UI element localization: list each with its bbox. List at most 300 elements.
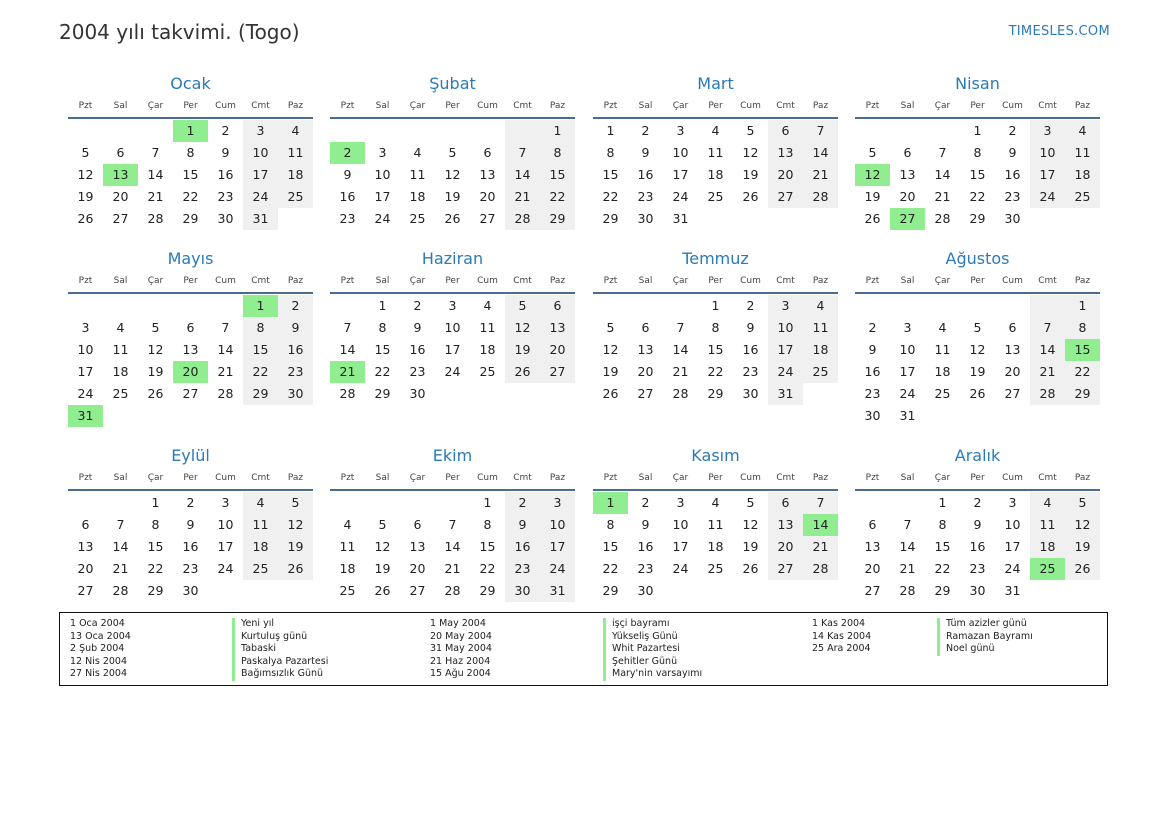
day-cell: 19 (969, 364, 986, 379)
holiday-date: 31 May 2004 (430, 643, 492, 654)
day-cell: 31 (68, 405, 103, 427)
holiday-date: 2 Şub 2004 (70, 643, 125, 654)
day-cell: 22 (479, 561, 496, 576)
day-cell: 22 (374, 364, 391, 379)
day-cell: 12 (855, 164, 890, 186)
month-block (330, 445, 575, 602)
empty-cell (435, 383, 470, 405)
day-cell: 19 (444, 189, 461, 204)
day-cell: 3 (768, 295, 803, 317)
day-cell: 28 (339, 386, 356, 401)
day-cell: 11 (112, 342, 129, 357)
day-cell: 15 (969, 167, 986, 182)
day-cell: 27 (1004, 386, 1021, 401)
day-cell: 25 (278, 186, 313, 208)
day-cell: 15 (1065, 339, 1100, 361)
day-cell: 7 (116, 517, 125, 532)
weekday-label: Cum (1002, 473, 1023, 483)
day-cell: 3 (676, 495, 685, 510)
day-cell: 12 (444, 167, 461, 182)
empty-cell (208, 580, 243, 602)
day-cell: 19 (742, 167, 759, 182)
empty-cell (365, 492, 400, 514)
empty-cell (925, 295, 960, 317)
day-cell: 29 (969, 211, 986, 226)
weekday-label: Pzt (340, 276, 355, 286)
day-cell: 16 (742, 342, 759, 357)
site-link[interactable]: TIMESLES.COM (1008, 24, 1110, 39)
weekday-label: Sal (113, 101, 128, 111)
day-cell: 8 (540, 142, 575, 164)
day-cell: 17 (374, 189, 391, 204)
day-cell: 27 (768, 558, 803, 580)
day-cell: 26 (147, 386, 164, 401)
day-cell: 30 (505, 580, 540, 602)
day-grid (593, 119, 838, 230)
day-cell: 8 (483, 517, 492, 532)
day-cell: 14 (339, 342, 356, 357)
month-block (855, 248, 1100, 427)
day-cell: 5 (81, 145, 90, 160)
day-cell: 17 (243, 164, 278, 186)
day-cell: 27 (540, 361, 575, 383)
weekday-label: Cmt (251, 101, 270, 111)
weekday-label: Paz (812, 276, 829, 286)
empty-cell (278, 208, 313, 230)
weekday-label: Cmt (513, 473, 532, 483)
day-cell: 25 (707, 561, 724, 576)
day-cell: 13 (768, 142, 803, 164)
month-block (593, 248, 838, 405)
empty-cell (505, 383, 540, 405)
day-cell: 31 (243, 208, 278, 230)
day-cell: 3 (1030, 120, 1065, 142)
day-cell: 11 (934, 342, 951, 357)
month-name: Mart (697, 74, 734, 93)
day-cell: 1 (540, 120, 575, 142)
day-cell: 4 (1030, 492, 1065, 514)
day-cell: 23 (637, 561, 654, 576)
weekday-label: Cum (477, 101, 498, 111)
day-cell: 28 (803, 186, 838, 208)
day-cell: 4 (803, 295, 838, 317)
day-cell: 20 (768, 536, 803, 558)
holiday-names-col-1 (232, 618, 328, 681)
month-name: Ağustos (945, 249, 1010, 268)
day-cell: 23 (339, 211, 356, 226)
day-cell: 20 (112, 189, 129, 204)
day-cell: 4 (116, 320, 125, 335)
day-cell: 18 (339, 561, 356, 576)
day-cell: 3 (378, 145, 387, 160)
day-cell: 21 (803, 536, 838, 558)
weekday-label: Sal (900, 101, 915, 111)
empty-cell (698, 208, 733, 230)
empty-cell (733, 208, 768, 230)
day-cell: 19 (77, 189, 94, 204)
weekday-label: Sal (375, 276, 390, 286)
holiday-name: Mary'nin varsayımı (603, 668, 702, 681)
day-cell: 21 (505, 186, 540, 208)
weekday-label: Paz (287, 473, 304, 483)
day-cell: 7 (676, 320, 685, 335)
day-cell: 28 (147, 211, 164, 226)
day-cell: 3 (243, 120, 278, 142)
month-name: Aralık (954, 446, 1001, 465)
day-cell: 27 (112, 211, 129, 226)
day-cell: 20 (540, 339, 575, 361)
empty-cell (400, 492, 435, 514)
weekday-label: Pzt (340, 473, 355, 483)
day-cell: 2 (186, 495, 195, 510)
empty-cell (330, 295, 365, 317)
empty-cell (855, 120, 890, 142)
month-block (593, 445, 838, 602)
day-cell: 7 (803, 492, 838, 514)
day-cell: 9 (505, 514, 540, 536)
day-cell: 16 (1004, 167, 1021, 182)
day-cell: 28 (803, 558, 838, 580)
day-cell: 28 (899, 583, 916, 598)
day-cell: 26 (742, 561, 759, 576)
day-cell: 8 (151, 517, 160, 532)
empty-cell (103, 295, 138, 317)
day-cell: 13 (77, 539, 94, 554)
day-cell: 18 (278, 164, 313, 186)
day-cell: 23 (969, 561, 986, 576)
day-cell: 7 (505, 142, 540, 164)
day-cell: 24 (1004, 561, 1021, 576)
empty-cell (663, 295, 698, 317)
weekday-label: Sal (900, 276, 915, 286)
day-cell: 24 (1030, 186, 1065, 208)
day-cell: 2 (641, 123, 650, 138)
weekday-label: Cmt (1038, 473, 1057, 483)
day-cell: 6 (116, 145, 125, 160)
day-cell: 5 (746, 123, 755, 138)
weekday-label: Paz (812, 101, 829, 111)
day-cell: 27 (890, 208, 925, 230)
day-cell: 24 (672, 561, 689, 576)
day-cell: 21 (330, 361, 365, 383)
day-cell: 22 (540, 186, 575, 208)
day-cell: 20 (637, 364, 654, 379)
weekday-label: Çar (672, 101, 689, 111)
day-cell: 21 (147, 189, 164, 204)
day-cell: 24 (444, 364, 461, 379)
holiday-name: Noel günü (937, 643, 1033, 656)
day-cell: 29 (479, 583, 496, 598)
empty-cell (400, 120, 435, 142)
day-cell: 6 (540, 295, 575, 317)
weekday-label: Pzt (78, 101, 93, 111)
weekday-label: Per (445, 473, 460, 483)
day-cell: 30 (1004, 211, 1021, 226)
day-cell: 2 (973, 495, 982, 510)
holiday-date: 25 Ara 2004 (812, 643, 871, 654)
weekday-label: Paz (1074, 473, 1091, 483)
empty-cell (890, 120, 925, 142)
empty-cell (435, 120, 470, 142)
day-cell: 30 (969, 583, 986, 598)
day-cell: 26 (278, 558, 313, 580)
day-cell: 24 (768, 361, 803, 383)
weekday-label: Pzt (603, 101, 618, 111)
day-cell: 16 (217, 167, 234, 182)
day-cell: 26 (742, 189, 759, 204)
empty-cell (103, 405, 138, 427)
day-cell: 21 (803, 164, 838, 186)
empty-cell (208, 295, 243, 317)
day-cell: 4 (711, 123, 720, 138)
day-cell: 19 (1065, 536, 1100, 558)
day-cell: 31 (1004, 583, 1021, 598)
holiday-name: Yükseliş Günü (603, 631, 702, 644)
weekday-header (593, 469, 838, 491)
day-cell: 18 (1030, 536, 1065, 558)
holiday-names-col-3 (937, 618, 1033, 656)
day-cell: 14 (899, 539, 916, 554)
day-cell: 1 (151, 495, 160, 510)
weekday-label: Pzt (603, 473, 618, 483)
weekday-label: Çar (934, 276, 951, 286)
day-grid (330, 491, 575, 602)
day-cell: 5 (278, 492, 313, 514)
empty-cell (995, 295, 1030, 317)
weekday-label: Sal (375, 101, 390, 111)
day-cell: 23 (278, 361, 313, 383)
empty-cell (890, 492, 925, 514)
day-cell: 16 (339, 189, 356, 204)
empty-cell (1030, 405, 1065, 427)
day-cell: 5 (378, 517, 387, 532)
holiday-dates-col-1 (70, 618, 131, 681)
day-cell: 17 (217, 539, 234, 554)
month-name: Ekim (432, 446, 473, 465)
day-cell: 15 (374, 342, 391, 357)
empty-cell (505, 120, 540, 142)
day-cell: 8 (606, 517, 615, 532)
weekday-header (855, 272, 1100, 294)
weekday-label: Çar (934, 101, 951, 111)
day-cell: 3 (221, 495, 230, 510)
day-cell: 14 (147, 167, 164, 182)
day-cell: 22 (243, 361, 278, 383)
month-name: Ocak (170, 74, 211, 93)
holiday-date: 1 Kas 2004 (812, 618, 866, 629)
weekday-label: Sal (900, 473, 915, 483)
day-cell: 13 (768, 514, 803, 536)
weekday-label: Per (708, 276, 723, 286)
day-cell: 14 (803, 514, 838, 536)
empty-cell (768, 580, 803, 602)
weekday-label: Cum (740, 276, 761, 286)
day-cell: 21 (444, 561, 461, 576)
day-cell: 3 (1008, 495, 1017, 510)
weekday-header (855, 97, 1100, 119)
weekday-label: Paz (549, 101, 566, 111)
day-cell: 19 (602, 364, 619, 379)
weekday-label: Per (183, 473, 198, 483)
day-cell: 15 (602, 539, 619, 554)
day-cell: 10 (768, 317, 803, 339)
weekday-label: Per (708, 473, 723, 483)
day-cell: 22 (602, 561, 619, 576)
day-cell: 8 (711, 320, 720, 335)
month-block (68, 73, 313, 230)
day-cell: 29 (1065, 383, 1100, 405)
holiday-date: 15 Ağu 2004 (430, 668, 491, 679)
day-cell: 23 (409, 364, 426, 379)
day-cell: 26 (77, 211, 94, 226)
weekday-header (593, 272, 838, 294)
day-cell: 14 (934, 167, 951, 182)
empty-cell (208, 405, 243, 427)
day-cell: 12 (742, 145, 759, 160)
day-cell: 5 (868, 145, 877, 160)
empty-cell (330, 120, 365, 142)
day-cell: 10 (217, 517, 234, 532)
weekday-header (68, 272, 313, 294)
day-cell: 20 (1004, 364, 1021, 379)
empty-cell (68, 120, 103, 142)
day-cell: 14 (672, 342, 689, 357)
weekday-label: Sal (638, 101, 653, 111)
weekday-label: Paz (549, 473, 566, 483)
day-cell: 2 (1008, 123, 1017, 138)
empty-cell (1030, 580, 1065, 602)
weekday-label: Cmt (251, 276, 270, 286)
holiday-name: işçi bayramı (603, 618, 702, 631)
day-cell: 11 (1065, 142, 1100, 164)
empty-cell (173, 405, 208, 427)
day-cell: 17 (899, 364, 916, 379)
day-cell: 9 (746, 320, 755, 335)
empty-cell (995, 405, 1030, 427)
day-grid (593, 491, 838, 602)
day-cell: 19 (278, 536, 313, 558)
day-cell: 6 (483, 145, 492, 160)
day-cell: 14 (1030, 339, 1065, 361)
day-cell: 1 (938, 495, 947, 510)
day-cell: 26 (602, 386, 619, 401)
day-cell: 19 (864, 189, 881, 204)
weekday-label: Per (970, 276, 985, 286)
day-cell: 26 (1065, 558, 1100, 580)
day-cell: 8 (938, 517, 947, 532)
day-cell: 30 (742, 386, 759, 401)
holiday-name: Yeni yıl (232, 618, 328, 631)
empty-cell (1030, 295, 1065, 317)
day-cell: 10 (1030, 142, 1065, 164)
day-cell: 1 (973, 123, 982, 138)
day-cell: 29 (374, 386, 391, 401)
day-cell: 14 (112, 539, 129, 554)
day-cell: 17 (768, 339, 803, 361)
day-cell: 8 (606, 145, 615, 160)
day-cell: 10 (672, 517, 689, 532)
day-cell: 2 (505, 492, 540, 514)
day-grid (68, 119, 313, 230)
day-cell: 26 (505, 361, 540, 383)
day-cell: 23 (864, 386, 881, 401)
day-cell: 7 (448, 517, 457, 532)
weekday-label: Per (183, 276, 198, 286)
weekday-label: Paz (1074, 276, 1091, 286)
day-cell: 21 (112, 561, 129, 576)
weekday-header (330, 469, 575, 491)
day-cell: 20 (479, 189, 496, 204)
day-cell: 8 (973, 145, 982, 160)
empty-cell (243, 580, 278, 602)
empty-cell (1065, 405, 1100, 427)
day-cell: 29 (602, 211, 619, 226)
day-cell: 30 (637, 211, 654, 226)
day-cell: 2 (278, 295, 313, 317)
day-cell: 10 (540, 514, 575, 536)
weekday-label: Paz (1074, 101, 1091, 111)
weekday-label: Çar (672, 473, 689, 483)
day-cell: 4 (243, 492, 278, 514)
holiday-names-col-2 (603, 618, 702, 681)
month-block (855, 445, 1100, 602)
empty-cell (138, 405, 173, 427)
day-cell: 26 (969, 386, 986, 401)
day-cell: 9 (1008, 145, 1017, 160)
day-cell: 13 (540, 317, 575, 339)
day-cell: 9 (278, 317, 313, 339)
holiday-date: 13 Oca 2004 (70, 630, 131, 642)
day-cell: 16 (969, 539, 986, 554)
month-block (855, 73, 1100, 230)
weekday-label: Paz (812, 473, 829, 483)
day-cell: 4 (413, 145, 422, 160)
day-cell: 15 (182, 167, 199, 182)
month-name: Haziran (421, 249, 484, 268)
day-cell: 10 (444, 320, 461, 335)
day-cell: 11 (803, 317, 838, 339)
weekday-label: Cmt (513, 101, 532, 111)
weekday-label: Cum (740, 473, 761, 483)
holiday-date: 12 Nis 2004 (70, 655, 127, 667)
day-cell: 26 (374, 583, 391, 598)
day-cell: 12 (602, 342, 619, 357)
day-cell: 28 (217, 386, 234, 401)
day-grid (855, 491, 1100, 602)
day-cell: 29 (182, 211, 199, 226)
weekday-header (855, 469, 1100, 491)
weekday-label: Çar (147, 473, 164, 483)
day-cell: 11 (278, 142, 313, 164)
day-cell: 15 (479, 539, 496, 554)
day-cell: 13 (864, 539, 881, 554)
day-cell: 8 (243, 317, 278, 339)
weekday-label: Cum (477, 276, 498, 286)
day-cell: 21 (672, 364, 689, 379)
weekday-label: Sal (638, 473, 653, 483)
day-cell: 3 (903, 320, 912, 335)
day-cell: 13 (409, 539, 426, 554)
empty-cell (1030, 208, 1065, 230)
holiday-date: 20 May 2004 (430, 630, 492, 642)
empty-cell (330, 492, 365, 514)
day-cell: 30 (409, 386, 426, 401)
day-cell: 27 (182, 386, 199, 401)
day-cell: 28 (934, 211, 951, 226)
weekday-label: Cum (215, 101, 236, 111)
weekday-label: Cum (1002, 276, 1023, 286)
day-cell: 24 (77, 386, 94, 401)
